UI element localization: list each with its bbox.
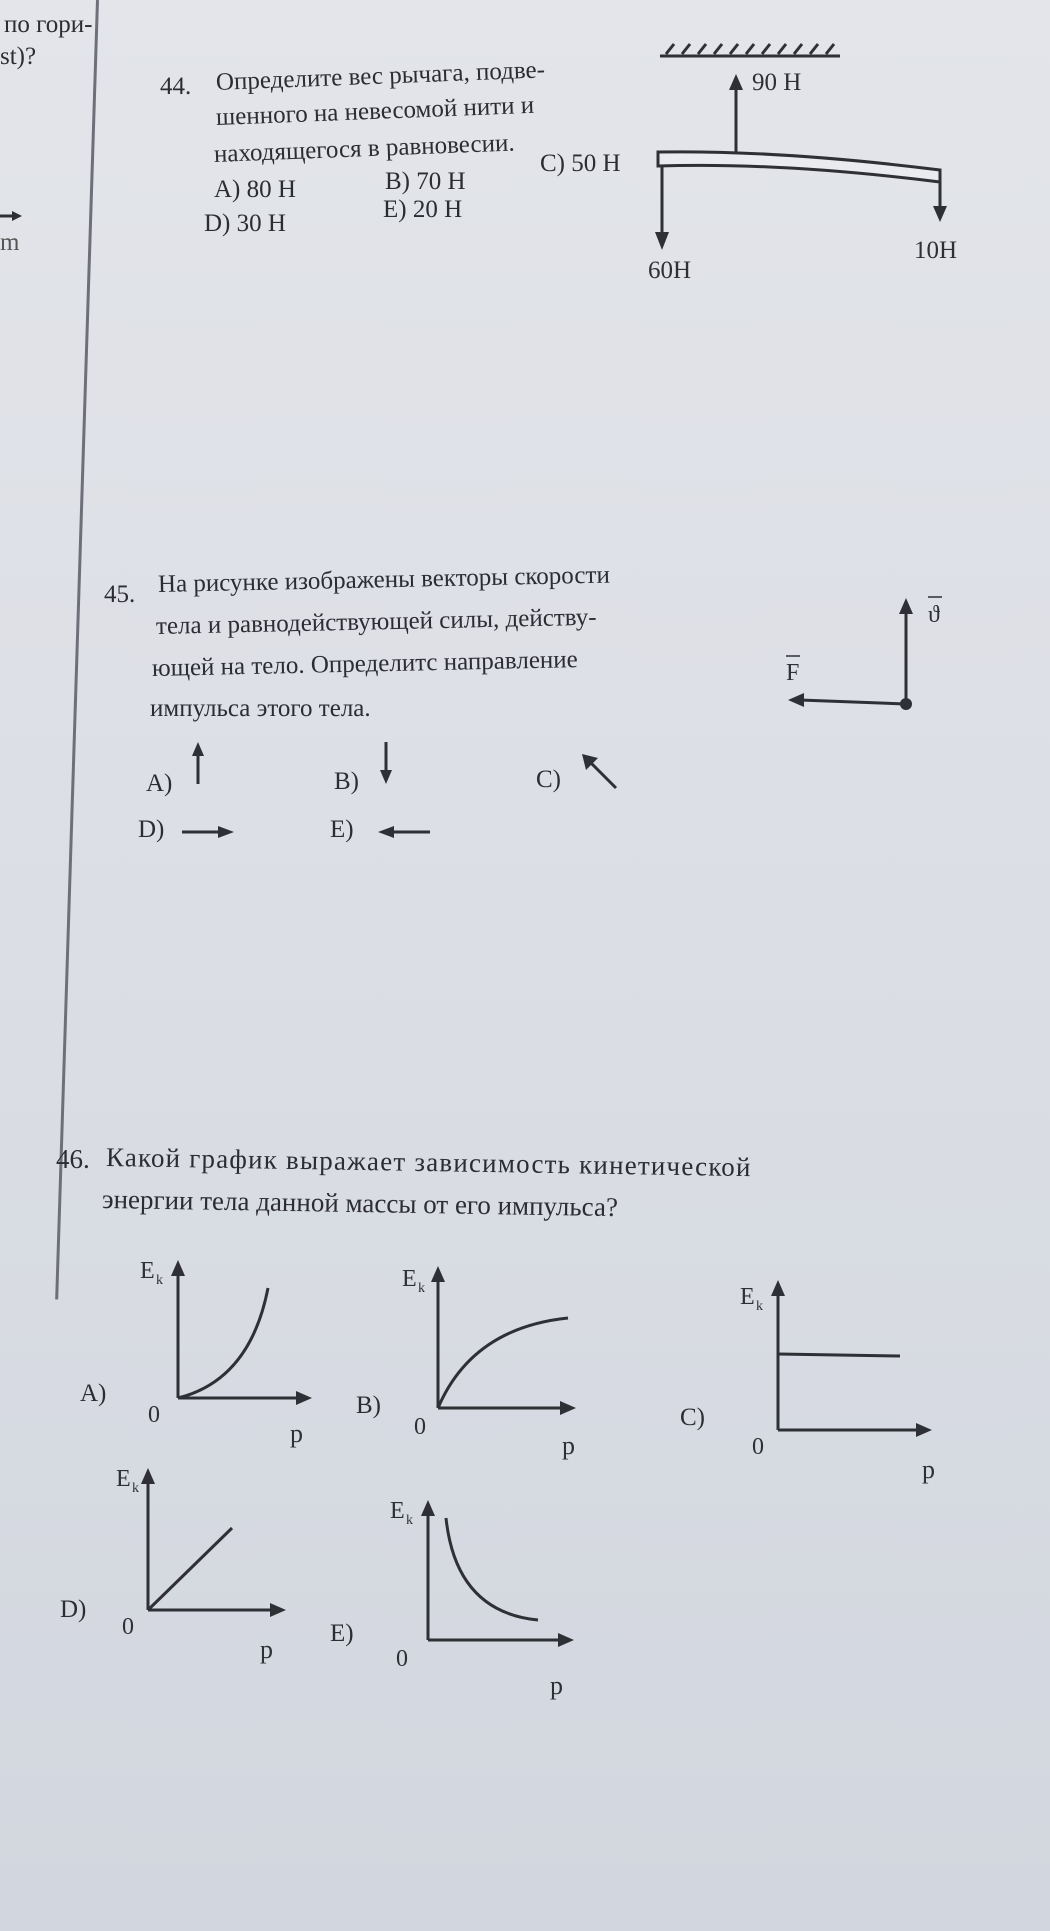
q44-option-c[interactable]: C) 50 H <box>540 150 621 177</box>
q45-option-e[interactable]: E) <box>330 816 354 843</box>
margin-line <box>55 0 99 1299</box>
force-arrowhead-icon <box>788 693 804 707</box>
down-arrowhead-right-icon <box>933 206 947 222</box>
q45-text-line1: На рисунке изображены векторы скорости <box>157 561 611 598</box>
lever-bar <box>658 152 940 182</box>
graph-a-option[interactable]: A) <box>80 1380 107 1407</box>
label-10h: 10H <box>914 237 958 264</box>
graph-d <box>110 1458 310 1664</box>
q46-text-line1: Какой график выражает зависимость кинетической <box>105 1142 752 1183</box>
svg-text:p: p <box>260 1635 273 1664</box>
velocity-label: ϑ <box>928 602 940 628</box>
q44-text-line3: находящегося в равновесии. <box>213 129 516 168</box>
q45-option-d[interactable]: D) <box>138 816 165 843</box>
svg-text:0: 0 <box>414 1414 426 1440</box>
parabola-curve <box>178 1288 268 1398</box>
graph-c <box>740 1270 940 1484</box>
q44-option-d[interactable]: D) 30 H <box>204 210 286 237</box>
ceiling-hatch <box>660 44 840 56</box>
arrow-up-icon <box>188 740 208 786</box>
q45-option-c[interactable]: C) <box>536 766 561 793</box>
q45-text-line4: импульса этого тела. <box>150 695 371 722</box>
down-arrowhead-left-icon <box>655 232 669 250</box>
q45-text-line3: ющей на тело. Определитс направление <box>151 646 579 682</box>
arrow-up-left-icon <box>580 752 620 792</box>
graph-b-option[interactable]: B) <box>356 1392 381 1419</box>
hyperbola-curve <box>446 1518 538 1620</box>
left-fragment-line2: st)? <box>0 43 37 70</box>
velocity-arrowhead-icon <box>899 598 913 614</box>
graph-a <box>140 1250 340 1450</box>
q45-vectors-figure <box>770 580 970 730</box>
q44-option-a[interactable]: A) 80 H <box>214 176 296 203</box>
q44-number: 44. <box>160 73 192 100</box>
svg-text:k: k <box>132 1481 139 1496</box>
graph-b <box>400 1256 600 1460</box>
left-fragment-unit: m <box>0 229 20 256</box>
q44-lever-figure <box>640 40 970 284</box>
q46-text-line2: энергии тела данной массы от его импульса? <box>101 1184 619 1223</box>
svg-text:0: 0 <box>396 1646 408 1672</box>
q45-option-a[interactable]: A) <box>146 770 173 797</box>
svg-text:0: 0 <box>752 1434 764 1460</box>
arrow-left-icon <box>376 822 432 842</box>
arrow-right-icon <box>180 822 236 842</box>
body-point <box>900 698 912 710</box>
left-fragment-arrow-icon <box>0 208 40 228</box>
svg-text:E: E <box>116 1466 131 1492</box>
q45-number: 45. <box>104 581 136 608</box>
q45-text-line2: тела и равнодействующей силы, действу- <box>155 603 597 640</box>
arrow-down-icon <box>376 740 396 786</box>
force-label: F <box>786 660 800 686</box>
left-fragment-line1: по гори- <box>4 11 93 38</box>
label-60h: 60H <box>648 257 692 284</box>
svg-text:p: p <box>922 1455 935 1484</box>
label-90h: 90 H <box>752 69 802 96</box>
graph-c-option[interactable]: C) <box>680 1404 705 1431</box>
svg-text:k: k <box>756 1299 763 1314</box>
up-arrowhead-icon <box>729 74 743 90</box>
graph-e-option[interactable]: E) <box>330 1620 354 1647</box>
q44-text-line2: шенного на невесомой нити и <box>215 91 535 131</box>
svg-text:0: 0 <box>148 1402 160 1428</box>
svg-text:k: k <box>418 1281 425 1296</box>
svg-text:k: k <box>406 1513 413 1528</box>
svg-text:p: p <box>550 1671 563 1700</box>
svg-text:k: k <box>156 1273 163 1288</box>
graph-e <box>390 1482 590 1702</box>
linear-line <box>148 1528 232 1610</box>
svg-text:E: E <box>740 1284 755 1310</box>
constant-line <box>778 1354 900 1356</box>
q46-number: 46. <box>56 1144 90 1174</box>
force-vector <box>800 700 906 704</box>
q44-option-b[interactable]: B) 70 H <box>385 168 466 195</box>
q44-option-e[interactable]: E) 20 H <box>383 196 463 223</box>
q45-option-b[interactable]: B) <box>334 768 359 795</box>
svg-text:p: p <box>562 1431 575 1460</box>
svg-text:E: E <box>402 1266 417 1292</box>
graph-d-option[interactable]: D) <box>60 1596 87 1623</box>
svg-text:E: E <box>390 1498 405 1524</box>
saturation-curve <box>438 1318 568 1408</box>
svg-text:0: 0 <box>122 1614 134 1640</box>
svg-text:E: E <box>140 1258 155 1284</box>
q44-text-line1: Определите вес рычага, подве- <box>215 56 546 96</box>
svg-text:p: p <box>290 1419 303 1448</box>
